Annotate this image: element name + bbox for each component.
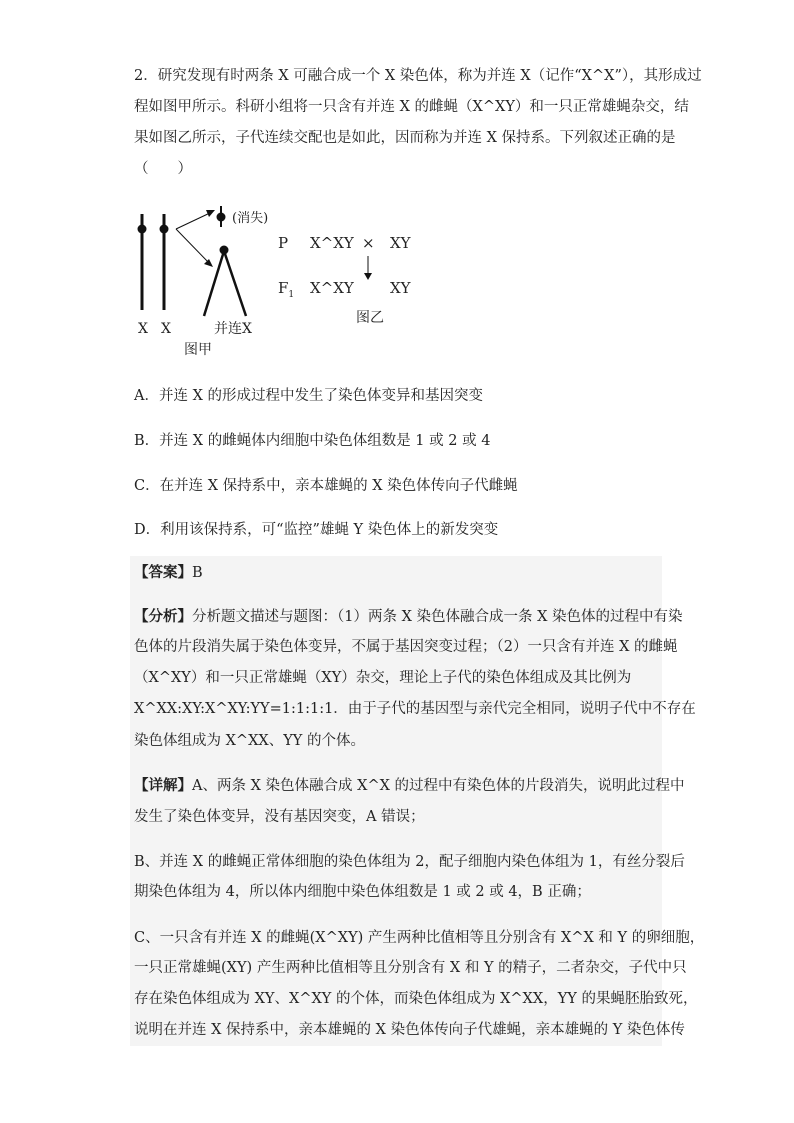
figure-b xyxy=(272,226,432,336)
analysis-line-5: 染色体组成为 X^XX、YY 的个体。 xyxy=(134,733,365,749)
arrowhead-joined-icon xyxy=(204,259,213,267)
analysis-line-2: 色体的片段消失属于染色体变异，不属于基因突变过程；（2）一只含有并连 X 的雌蝇 xyxy=(134,639,678,655)
detail-line-6: 一只正常雄蝇(XY) 产生两种比值相等且分别含有 X 和 Y 的精子，二者杂交，子代中只 xyxy=(134,960,687,976)
option-a: A．并连 X 的形成过程中发生了染色体变异和基因突变 xyxy=(134,388,484,404)
answer-line xyxy=(134,563,203,583)
label-x1: X xyxy=(138,321,148,337)
analysis-line-1: 【分析】分析题文描述与题图：（1）两条 X 染色体融合成一条 X 染色体的过程中有染 xyxy=(134,608,683,625)
question-line-1: 2．研究发现有时两条 X 可融合成一个 X 染色体，称为并连 X（记作“X^X”），其形成过 xyxy=(134,68,702,84)
label-x2: X xyxy=(161,321,171,337)
detail-line-8: 说明在并连 X 保持系中，亲本雄蝇的 X 染色体传向子代雄蝇，亲本雄蝇的 Y 染色体传 xyxy=(134,1022,685,1038)
p-female: X^XY xyxy=(310,234,354,252)
f1-female: X^XY xyxy=(310,279,354,297)
centromere-x2 xyxy=(160,225,169,234)
p-label: P xyxy=(278,234,289,252)
analysis-tag: 【分析】 xyxy=(134,608,192,625)
joined-x-right-arm xyxy=(224,251,246,316)
lost-centromere xyxy=(217,213,226,222)
joined-centromere xyxy=(220,246,229,255)
answer-value: B xyxy=(192,565,203,581)
arrow-to-joined xyxy=(176,229,210,264)
arrow-down-icon xyxy=(364,273,372,280)
arrowhead-lost-icon xyxy=(206,210,215,217)
figure-a-caption: 图甲 xyxy=(184,342,212,358)
analysis-line-4: X^XX:XY:X^XY:YY=1:1:1:1．由于子代的基因型与亲代完全相同，说明子代中不存在 xyxy=(134,701,696,717)
f1-label: $F_1$ xyxy=(278,279,295,300)
figure-a xyxy=(130,196,290,364)
detail-tag: 【详解】 xyxy=(134,777,192,794)
detail-line-5: C、一只含有并连 X 的雌蝇(X^XY) 产生两种比值相等且分别含有 X^X 和 Y 的卵细胞， xyxy=(134,930,705,946)
detail-line-1: 【详解】A、两条 X 染色体融合成 X^X 的过程中有染色体的片段消失，说明此过程中 xyxy=(134,777,685,794)
label-joined-x: 并连X xyxy=(214,321,252,337)
question-line-2: 程如图甲所示。科研小组将一只含有并连 X 的雌蝇（X^XY）和一只正常雄蝇杂交，结 xyxy=(134,99,689,115)
question-line-3: 果如图乙所示，子代连续交配也是如此，因而称为并连 X 保持系。下列叙述正确的是 xyxy=(134,130,676,146)
detail-line-3: B、并连 X 的雌蝇正常体细胞的染色体组为 2，配子细胞内染色体组为 1，有丝分裂后 xyxy=(134,854,685,870)
option-d: D．利用该保持系，可“监控”雄蝇 Y 染色体上的新发突变 xyxy=(134,522,499,538)
analysis-line-3: （X^XY）和一只正常雄蝇（XY）杂交，理论上子代的染色体组成及其比例为 xyxy=(134,670,632,686)
centromere-x1 xyxy=(138,225,147,234)
f1-male: XY xyxy=(390,279,411,297)
detail-line-7: 存在染色体组成为 XY、X^XY 的个体，而染色体组成为 X^XX，YY 的果蝇胚胎致死， xyxy=(134,991,698,1007)
detail-line-2: 发生了染色体变异，没有基因突变，A 错误； xyxy=(134,809,425,825)
arrow-to-lost xyxy=(176,212,212,229)
figure-b-caption: 图乙 xyxy=(356,310,384,326)
cross-sign: × xyxy=(362,234,375,252)
option-c: C．在并连 X 保持系中，亲本雄蝇的 X 染色体传向子代雌蝇 xyxy=(134,478,518,494)
p-male: XY xyxy=(390,234,411,252)
label-lost: (消失) xyxy=(232,211,269,226)
question-line-4: （ ） xyxy=(134,161,192,177)
answer-tag: 【答案】 xyxy=(134,564,192,581)
option-b: B．并连 X 的雌蝇体内细胞中染色体组数是 1 或 2 或 4 xyxy=(134,433,491,449)
detail-line-4: 期染色体组为 4，所以体内细胞中染色体组数是 1 或 2 或 4，B 正确； xyxy=(134,884,591,900)
